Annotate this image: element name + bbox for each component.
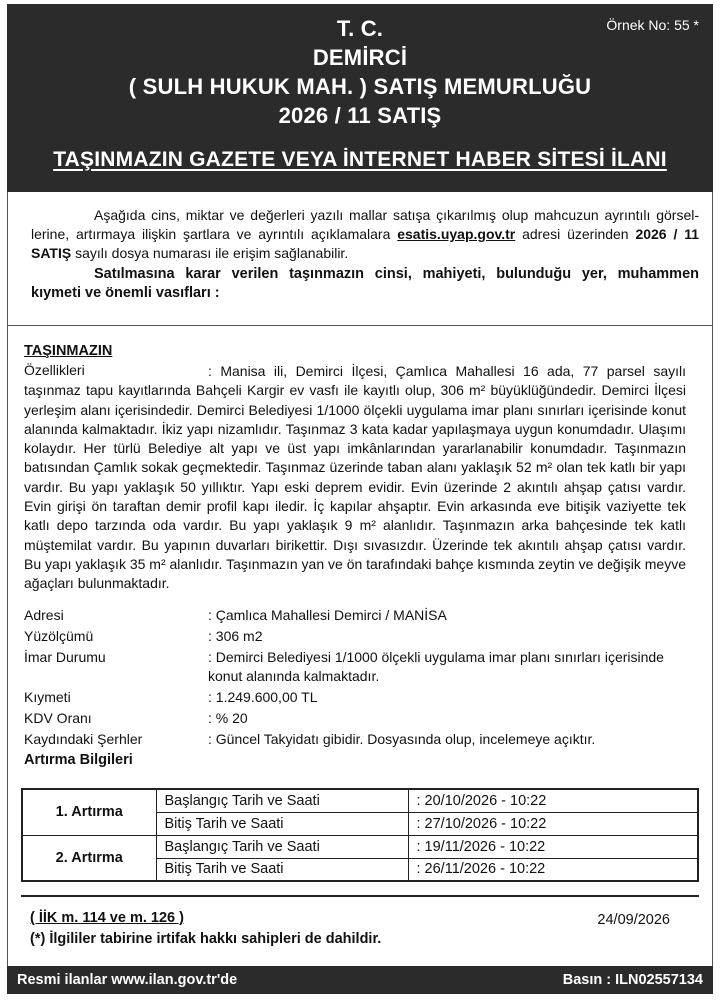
footer-bar [7, 966, 713, 994]
header-subtitle: TAŞINMAZIN GAZETE VEYA İNTERNET HABER SİTESİ İLANI [53, 148, 667, 171]
footer-official-notice: Resmi ilanlar www.ilan.gov.tr'de [17, 972, 238, 988]
intro-bold-paragraph: Satılmasına karar verilen taşınmazın cinsi, mahiyeti, bulunduğu yer, muhammen kıymeti ve önemli vasıfları : [31, 266, 699, 301]
annotations-value: : Güncel Takyidatı gibidir. Dosyasında olup, incelemeye açıktır. [208, 731, 596, 747]
footnote: (*) İlgililer tabirine irtifak hakkı sahipleri de dahildir. [30, 931, 382, 947]
address-value: : Çamlıca Mahallesi Demirci / MANİSA [208, 607, 447, 623]
auction-2-start-label: Başlangıç Tarih ve Saati [156, 835, 408, 858]
auction-1-start-label: Başlangıç Tarih ve Saati [156, 789, 408, 812]
auction-1-end-label: Bitiş Tarih ve Saati [156, 812, 408, 835]
auction-2-end-label: Bitiş Tarih ve Saati [156, 858, 408, 881]
example-number: Örnek No: 55 * [606, 17, 699, 33]
header-office: ( SULH HUKUK MAH. ) SATIŞ MEMURLUĞU [128, 74, 592, 99]
header-banner [7, 4, 713, 192]
table-row [22, 835, 698, 858]
intro-text-b: adresi üzerinden [515, 226, 636, 242]
table-row [22, 789, 698, 812]
features-label: Özellikleri [24, 362, 85, 378]
footer-press-id: Basın : ILN02557134 [562, 972, 703, 988]
intro-file-no: 2026 / 11 SATIŞ [31, 226, 700, 261]
intro-section [31, 206, 699, 303]
auction-2-start-value: : 19/11/2026 - 10:22 [408, 835, 698, 858]
value-label: Kıymeti [24, 689, 71, 705]
zoning-value: : Demirci Belediyesi 1/1000 ölçekli uygulama imar planı sınırları içerisinde konut alanında kalmaktadır. [208, 649, 664, 685]
vat-value: : % 20 [208, 710, 248, 726]
header-town: DEMİRCİ [312, 45, 408, 70]
annotations-label: Kaydındaki Şerhler [24, 731, 143, 747]
property-title: TAŞINMAZIN [24, 343, 113, 359]
notice-body [7, 192, 713, 988]
auction-1-start-value: : 20/10/2026 - 10:22 [408, 789, 698, 812]
vat-label: KDV Oranı [24, 710, 92, 726]
intro-text-a: Aşağıda cins, miktar ve değerleri yazılı mallar satışa çıkarılmış olup mahcuzun ayrıntılı görsel-lerine, artırmaya ilişkin şartlara ve ayrıntılı açıklamalara [31, 207, 699, 242]
auction-1-end-value: : 27/10/2026 - 10:22 [408, 812, 698, 835]
features-value: : Manisa ili, Demirci İlçesi, Çamlıca Mahallesi 16 ada, 77 parsel sayılı taşınmaz tapu kayıtlarında Bahçeli Kargir ev vasfı ile kayıtlı olup, 306 m² büyüklüğündedir. Demirci İlçesi yerleşim alanı içerisindedir. Demirci Belediyesi 1/1000 ölçekli uygulama imar planı sınırları içerisinde konut alanında kalmaktadır. İkiz yapı nizamlıdır. Taşınmaz 3 kata kadar yapılaşmaya uygun konumdadır. Ulaşımı kolaydır. Her türlü Belediye alt yapı ve üst yapı imkânlarından yararlanabilir konumdadır. Taşınmazın batısından Çamlık sokak geçmektedir. Taşınmaz üzerinde taban alanı yaklaşık 52 m² olan tek katlı bir yapı vardır. Bu yapı yaklaşık 50 yıllıktır. Yapı eski deprem evidir. Evin üzerinde 2 akıntılı ahşap çatısı vardır. Evin girişi ön taraftan demir profil kapı iledir. İç kapılar ahşaptır. Evin arkasında eve bitişik vaziyette tek katlı depo tarzında oda vardır. Bu yapı yaklaşık 9 m² alanlıdır. Taşınmazın arka bahçesinde tek katlı müştemilat vardır. Bu yapının duvarları birikettir. Dışı sıvasızdır. Üzerinde tek akıntılı ahşap çatısı vardır. Bu yapı yaklaşık 35 m² alanlıdır. Taşınmazın yan ve ön tarafındaki bahçe kısmında zeytin ve değişik meyve ağaçları bulunmaktadır. [24, 363, 686, 592]
address-label: Adresi [24, 607, 64, 623]
notice-date: 24/09/2026 [597, 912, 670, 928]
bottom-divider [21, 895, 699, 897]
law-reference: ( İİK m. 114 ve m. 126 ) [30, 910, 184, 926]
value-amount: : 1.249.600,00 TL [208, 689, 318, 705]
header-tc: T. C. [336, 16, 384, 41]
esatis-link[interactable]: esatis.uyap.gov.tr [397, 226, 516, 242]
auction-2-label: 2. Artırma [22, 835, 156, 881]
auction-2-end-value: : 26/11/2026 - 10:22 [408, 858, 698, 881]
section-divider [8, 325, 712, 326]
intro-text-c: sayılı dosya numarası ile erişim sağlanabilir. [71, 245, 349, 261]
auction-1-label: 1. Artırma [22, 789, 156, 835]
area-label: Yüzölçümü [24, 628, 94, 644]
intro-paragraph [31, 206, 699, 263]
auction-info-title: Artırma Bilgileri [24, 752, 133, 768]
area-value: : 306 m2 [208, 628, 263, 644]
auction-table [21, 788, 699, 882]
header-file: 2026 / 11 SATIŞ [278, 103, 442, 128]
zoning-label: İmar Durumu [24, 649, 106, 665]
